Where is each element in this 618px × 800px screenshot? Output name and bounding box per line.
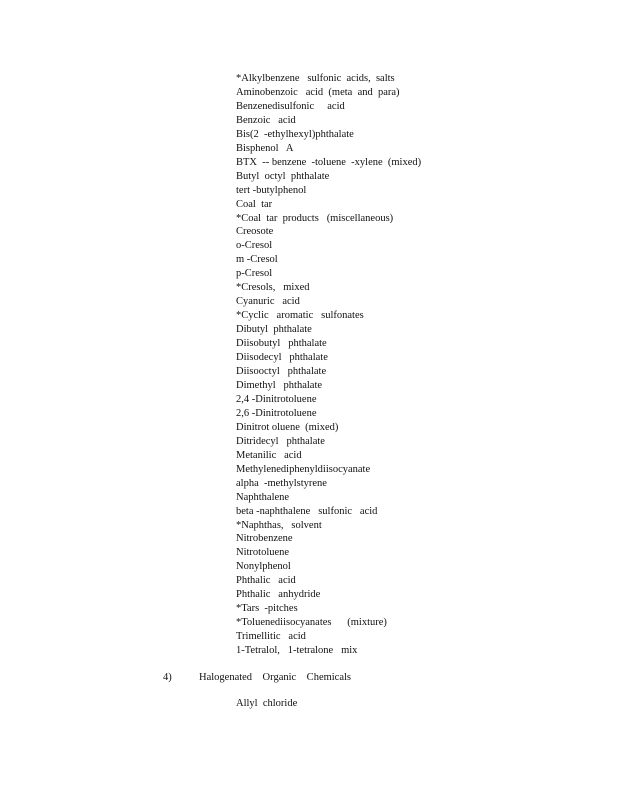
halogenated-chemicals-list	[236, 697, 297, 711]
chemical-list-item: Benzenedisulfonic acid	[236, 100, 345, 112]
chemical-list-item: *Cyclic aromatic sulfonates	[236, 310, 364, 322]
chemical-list-item: Allyl chloride	[236, 698, 298, 709]
chemical-list-item: Naphthalene	[236, 491, 290, 503]
chemical-list-item: Metanilic acid	[236, 449, 302, 461]
chemical-list-item: Nitrotoluene	[236, 547, 290, 559]
chemical-list-item: Nonylphenol	[236, 561, 291, 573]
chemical-list-item: Cyanuric acid	[236, 296, 300, 308]
chemical-list-item: Diisooctyl phthalate	[236, 366, 327, 378]
chemical-list-item: BTX -- benzene -toluene -xylene (mixed)	[236, 156, 422, 168]
chemical-list-item: Nitrobenzene	[236, 533, 293, 545]
chemical-list-item: *Tars -pitches	[236, 603, 298, 615]
chemical-list-item: alpha -methylstyrene	[236, 477, 327, 489]
chemical-list-item: Butyl octyl phthalate	[236, 170, 330, 182]
chemical-list-item: Dinitrot oluene (mixed)	[236, 421, 339, 433]
chemical-list-item: Benzoic acid	[236, 114, 296, 126]
chemical-list-item: m -Cresol	[236, 254, 278, 266]
chemical-list-item: Phthalic acid	[236, 575, 296, 587]
chemical-list-item: Diisobutyl phthalate	[236, 338, 327, 350]
chemical-list-item: Diisodecyl phthalate	[236, 352, 328, 364]
chemical-list-item: 2,6 -Dinitrotoluene	[236, 407, 317, 419]
section-number: 4)	[163, 672, 172, 683]
chemical-list-item: *Cresols, mixed	[236, 282, 310, 294]
aromatic-chemicals-list	[236, 72, 421, 658]
chemical-list-item: o-Cresol	[236, 240, 273, 252]
chemical-list-item: Phthalic anhydride	[236, 589, 321, 601]
chemical-list-item: Coal tar	[236, 198, 273, 210]
chemical-list-item: Trimellitic acid	[236, 631, 306, 643]
chemical-list-item: tert -butylphenol	[236, 184, 307, 196]
section-title: Halogenated Organic Chemicals	[199, 672, 352, 683]
chemical-list-item: *Toluenediisocyanates (mixture)	[236, 617, 387, 629]
chemical-list-item: Dibutyl phthalate	[236, 324, 312, 336]
chemical-list-item: p-Cresol	[236, 268, 273, 280]
chemical-list-item: 1-Tetralol, 1-tetralone mix	[236, 645, 358, 657]
chemical-list-item: *Coal tar products (miscellaneous)	[236, 212, 394, 224]
chemical-list-item: 2,4 -Dinitrotoluene	[236, 393, 317, 405]
chemical-list-item: Bis(2 -ethylhexyl)phthalate	[236, 128, 354, 140]
chemical-list-item: Bisphenol A	[236, 142, 294, 154]
chemical-list-item: Methylenediphenyldiisocyanate	[236, 463, 371, 475]
chemical-list-item: beta -naphthalene sulfonic acid	[236, 505, 378, 517]
chemical-list-item: *Naphthas, solvent	[236, 519, 322, 531]
chemical-list-item: Creosote	[236, 226, 274, 238]
chemical-list-item: Ditridecyl phthalate	[236, 435, 325, 447]
chemical-list-item: *Alkylbenzene sulfonic acids, salts	[236, 73, 395, 84]
chemical-list-item: Aminobenzoic acid (meta and para)	[236, 86, 400, 98]
chemical-list-item: Dimethyl phthalate	[236, 379, 323, 391]
